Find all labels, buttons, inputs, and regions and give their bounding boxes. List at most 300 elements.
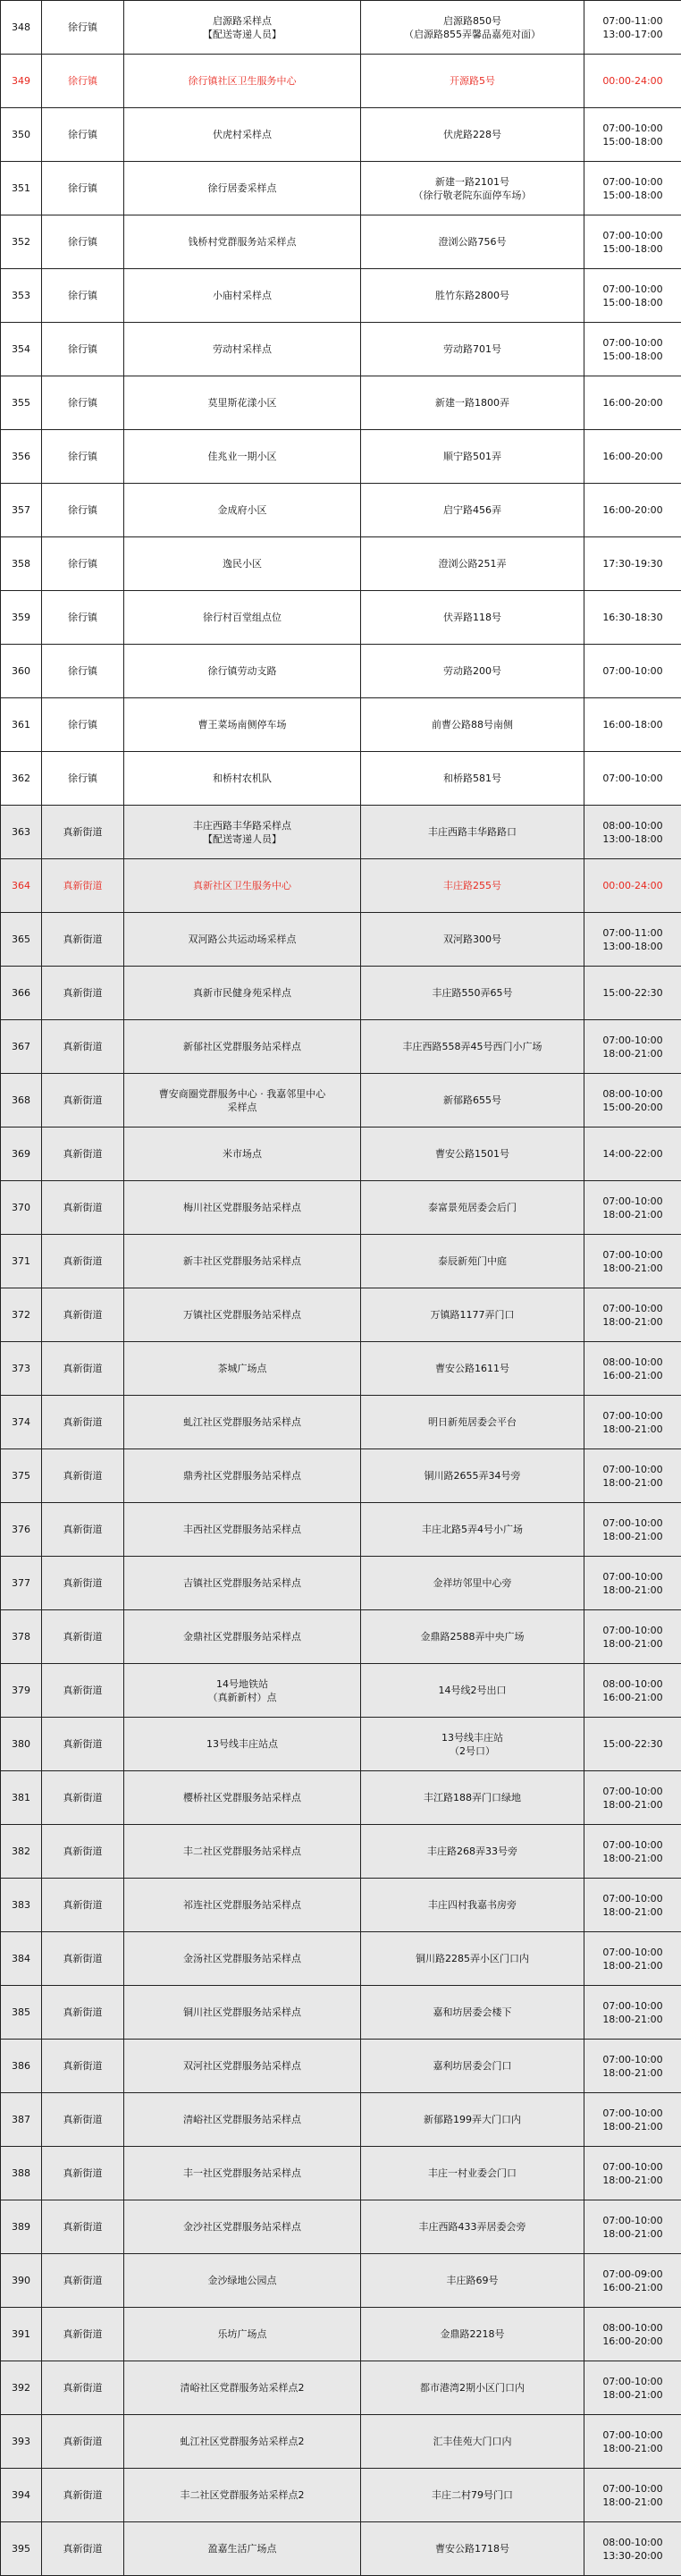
table-row <box>1 1020 681 1074</box>
table-row <box>1 1771 681 1825</box>
no-text: 365 <box>12 933 30 945</box>
hours-cell <box>584 752 681 806</box>
address-text: 泰富景苑居委会后门 <box>428 1202 517 1213</box>
no-text: 383 <box>12 1899 30 1911</box>
table-row <box>1 1664 681 1718</box>
district-cell <box>42 1664 124 1718</box>
site-name-cell <box>124 162 361 215</box>
address-text: 新建一路2101号 （徐行敬老院东面停车场） <box>413 175 532 201</box>
no-text: 370 <box>12 1202 30 1213</box>
hours-cell <box>584 2200 681 2254</box>
district-text: 真新街道 <box>63 933 103 945</box>
no-text: 377 <box>12 1577 30 1589</box>
site-name-cell <box>124 1235 361 1288</box>
district-text: 徐行镇 <box>68 719 97 731</box>
site-name-cell <box>124 108 361 162</box>
district-text: 真新街道 <box>63 1416 103 1428</box>
hours-text: 07:00-09:00 16:00-21:00 <box>602 2268 663 2293</box>
no-text: 393 <box>12 2436 30 2447</box>
hours-text: 08:00-10:00 13:30-20:00 <box>602 2536 663 2562</box>
table-row <box>1 2308 681 2361</box>
hours-cell <box>584 2415 681 2469</box>
address-text: 启宁路456弄 <box>443 504 501 516</box>
district-text: 真新街道 <box>63 2006 103 2018</box>
address-text: 13号线丰庄站 （2号口） <box>441 1731 503 1757</box>
site-text: 和桥村农机队 <box>213 773 272 784</box>
site-name-cell <box>124 269 361 323</box>
row-number-cell <box>1 55 42 108</box>
address-cell <box>361 2093 584 2147</box>
district-text: 真新街道 <box>63 1094 103 1106</box>
hours-cell <box>584 806 681 859</box>
row-number-cell <box>1 1 42 55</box>
row-number-cell <box>1 1879 42 1932</box>
site-name-cell <box>124 2200 361 2254</box>
row-number-cell <box>1 430 42 484</box>
address-text: 澄浏公路251弄 <box>438 558 507 570</box>
site-text: 丰二社区党群服务站采样点2 <box>180 2489 305 2501</box>
site-name-cell <box>124 806 361 859</box>
hours-text: 15:00-22:30 <box>602 1738 663 1750</box>
hours-text: 16:30-18:30 <box>602 612 663 623</box>
district-cell <box>42 1771 124 1825</box>
address-text: 新郁路655号 <box>443 1094 501 1106</box>
site-text: 启源路采样点 【配送寄递人员】 <box>203 14 282 40</box>
hours-text: 07:00-10:00 18:00-21:00 <box>602 1409 663 1435</box>
site-name-cell <box>124 1557 361 1610</box>
site-text: 丰一社区党群服务站采样点 <box>183 2167 301 2179</box>
no-text: 352 <box>12 236 30 248</box>
site-name-cell <box>124 2522 361 2576</box>
table-row <box>1 1128 681 1181</box>
table-row <box>1 806 681 859</box>
district-cell <box>42 1 124 55</box>
district-cell <box>42 2361 124 2415</box>
address-cell <box>361 55 584 108</box>
no-text: 355 <box>12 397 30 409</box>
address-cell <box>361 913 584 967</box>
address-cell <box>361 1825 584 1879</box>
district-cell <box>42 1825 124 1879</box>
table-row <box>1 2147 681 2200</box>
hours-text: 07:00-10:00 18:00-21:00 <box>602 1785 663 1811</box>
district-text: 徐行镇 <box>68 290 97 301</box>
address-text: 丰庄路550弄65号 <box>432 987 513 999</box>
row-number-cell <box>1 1771 42 1825</box>
hours-text: 07:00-10:00 18:00-21:00 <box>602 1624 663 1650</box>
table-row <box>1 2415 681 2469</box>
site-text: 金汤社区党群服务站采样点 <box>183 1953 301 1964</box>
address-cell <box>361 1664 584 1718</box>
address-cell <box>361 1 584 55</box>
hours-cell <box>584 2308 681 2361</box>
address-cell <box>361 2200 584 2254</box>
site-name-cell <box>124 1181 361 1235</box>
row-number-cell <box>1 2040 42 2093</box>
hours-text: 07:00-10:00 18:00-21:00 <box>602 2160 663 2186</box>
district-text: 真新街道 <box>63 1631 103 1643</box>
no-text: 362 <box>12 773 30 784</box>
no-text: 350 <box>12 129 30 140</box>
table-row <box>1 1181 681 1235</box>
address-cell <box>361 376 584 430</box>
hours-text: 07:00-10:00 18:00-21:00 <box>602 1302 663 1328</box>
site-name-cell <box>124 2308 361 2361</box>
address-cell <box>361 2361 584 2415</box>
hours-cell <box>584 2254 681 2308</box>
site-name-cell <box>124 1879 361 1932</box>
hours-cell <box>584 55 681 108</box>
table-row <box>1 913 681 967</box>
site-text: 徐行村百堂组点位 <box>203 612 282 623</box>
site-name-cell <box>124 484 361 537</box>
no-text: 368 <box>12 1094 30 1106</box>
row-number-cell <box>1 1986 42 2040</box>
site-name-cell <box>124 376 361 430</box>
district-cell <box>42 1986 124 2040</box>
district-text: 真新街道 <box>63 880 103 891</box>
district-text: 真新街道 <box>63 1845 103 1857</box>
district-cell <box>42 1128 124 1181</box>
district-cell <box>42 162 124 215</box>
hours-text: 07:00-10:00 18:00-21:00 <box>602 2214 663 2240</box>
address-text: 劳动路701号 <box>443 343 501 355</box>
address-text: 丰庄路255号 <box>443 880 501 891</box>
district-cell <box>42 537 124 591</box>
address-cell <box>361 1449 584 1503</box>
table-row <box>1 2522 681 2576</box>
address-text: 伏弄路118号 <box>443 612 501 623</box>
no-text: 366 <box>12 987 30 999</box>
district-cell <box>42 2415 124 2469</box>
no-text: 376 <box>12 1524 30 1535</box>
address-cell <box>361 484 584 537</box>
site-text: 真新市民健身苑采样点 <box>193 987 291 999</box>
hours-cell <box>584 484 681 537</box>
hours-cell <box>584 2469 681 2522</box>
row-number-cell <box>1 1396 42 1449</box>
district-cell <box>42 269 124 323</box>
address-cell <box>361 2415 584 2469</box>
district-text: 徐行镇 <box>68 773 97 784</box>
district-cell <box>42 484 124 537</box>
district-text: 徐行镇 <box>68 504 97 516</box>
table-row <box>1 1342 681 1396</box>
no-text: 356 <box>12 451 30 462</box>
site-text: 徐行镇劳动支路 <box>207 665 277 677</box>
no-text: 367 <box>12 1041 30 1052</box>
site-name-cell <box>124 2040 361 2093</box>
district-text: 真新街道 <box>63 1309 103 1321</box>
site-name-cell <box>124 1610 361 1664</box>
district-text: 徐行镇 <box>68 236 97 248</box>
hours-cell <box>584 1879 681 1932</box>
no-text: 371 <box>12 1255 30 1267</box>
site-text: 樱桥社区党群服务站采样点 <box>183 1792 301 1803</box>
district-cell <box>42 1879 124 1932</box>
site-name-cell <box>124 1020 361 1074</box>
hours-text: 00:00-24:00 <box>602 880 663 891</box>
address-cell <box>361 2147 584 2200</box>
district-cell <box>42 591 124 645</box>
no-text: 387 <box>12 2114 30 2125</box>
row-number-cell <box>1 1664 42 1718</box>
address-cell <box>361 645 584 698</box>
table-row <box>1 2040 681 2093</box>
address-cell <box>361 1288 584 1342</box>
district-text: 真新街道 <box>63 2543 103 2555</box>
site-name-cell <box>124 591 361 645</box>
district-cell <box>42 913 124 967</box>
district-cell <box>42 698 124 752</box>
no-text: 395 <box>12 2543 30 2555</box>
district-text: 真新街道 <box>63 2382 103 2394</box>
district-cell <box>42 2200 124 2254</box>
table-row <box>1 1557 681 1610</box>
site-name-cell <box>124 1503 361 1557</box>
address-text: 铜川路2655弄34号旁 <box>424 1470 521 1482</box>
hours-cell <box>584 1771 681 1825</box>
hours-cell <box>584 269 681 323</box>
address-cell <box>361 1020 584 1074</box>
hours-cell <box>584 859 681 913</box>
no-text: 374 <box>12 1416 30 1428</box>
district-text: 徐行镇 <box>68 612 97 623</box>
hours-text: 08:00-10:00 16:00-21:00 <box>602 1356 663 1381</box>
no-text: 359 <box>12 612 30 623</box>
site-name-cell <box>124 2093 361 2147</box>
hours-text: 08:00-10:00 16:00-21:00 <box>602 1677 663 1703</box>
row-number-cell <box>1 2361 42 2415</box>
address-text: 汇丰佳苑大门口内 <box>433 2436 512 2447</box>
table-row <box>1 1288 681 1342</box>
row-number-cell <box>1 323 42 376</box>
row-number-cell <box>1 537 42 591</box>
district-text: 真新街道 <box>63 826 103 838</box>
district-cell <box>42 2040 124 2093</box>
district-cell <box>42 2469 124 2522</box>
no-text: 354 <box>12 343 30 355</box>
row-number-cell <box>1 2200 42 2254</box>
hours-cell <box>584 2147 681 2200</box>
hours-cell <box>584 215 681 269</box>
no-text: 349 <box>12 75 30 87</box>
district-cell <box>42 376 124 430</box>
district-text: 徐行镇 <box>68 75 97 87</box>
district-cell <box>42 1235 124 1288</box>
site-text: 徐行镇社区卫生服务中心 <box>188 75 297 87</box>
table-row <box>1 1 681 55</box>
district-cell <box>42 1610 124 1664</box>
row-number-cell <box>1 269 42 323</box>
site-name-cell <box>124 323 361 376</box>
address-cell <box>361 537 584 591</box>
hours-cell <box>584 1396 681 1449</box>
hours-text: 17:30-19:30 <box>602 558 663 570</box>
no-text: 348 <box>12 21 30 33</box>
hours-text: 16:00-20:00 <box>602 451 663 462</box>
hours-cell <box>584 1288 681 1342</box>
address-text: 开源路5号 <box>450 75 495 87</box>
site-name-cell <box>124 55 361 108</box>
hours-cell <box>584 1235 681 1288</box>
site-text: 铜川社区党群服务站采样点 <box>183 2006 301 2018</box>
address-text: 14号线2号出口 <box>438 1685 507 1696</box>
hours-cell <box>584 1664 681 1718</box>
site-name-cell <box>124 1664 361 1718</box>
hours-text: 07:00-10:00 18:00-21:00 <box>602 1946 663 1972</box>
hours-cell <box>584 2040 681 2093</box>
table-row <box>1 698 681 752</box>
table-row <box>1 859 681 913</box>
hours-text: 16:00-18:00 <box>602 719 663 731</box>
district-text: 真新街道 <box>63 1899 103 1911</box>
district-text: 真新街道 <box>63 1524 103 1535</box>
address-text: 明日新苑居委会平台 <box>428 1416 517 1428</box>
site-text: 金鼎社区党群服务站采样点 <box>183 1631 301 1643</box>
address-text: 泰辰新苑门中庭 <box>438 1255 507 1267</box>
hours-cell <box>584 537 681 591</box>
site-name-cell <box>124 645 361 698</box>
address-cell <box>361 1235 584 1288</box>
district-cell <box>42 1449 124 1503</box>
site-text: 祁连社区党群服务站采样点 <box>183 1899 301 1911</box>
address-cell <box>361 591 584 645</box>
row-number-cell <box>1 162 42 215</box>
table-row <box>1 2200 681 2254</box>
address-cell <box>361 2308 584 2361</box>
address-cell <box>361 323 584 376</box>
no-text: 358 <box>12 558 30 570</box>
table-row <box>1 1932 681 1986</box>
site-text: 14号地铁站 （真新新村）点 <box>207 1677 277 1703</box>
district-cell <box>42 55 124 108</box>
row-number-cell <box>1 859 42 913</box>
site-name-cell <box>124 1396 361 1449</box>
table-row <box>1 215 681 269</box>
address-text: 丰庄四村我嘉书房旁 <box>428 1899 517 1911</box>
row-number-cell <box>1 1020 42 1074</box>
site-name-cell <box>124 1825 361 1879</box>
address-text: 顺宁路501弄 <box>443 451 501 462</box>
site-text: 梅川社区党群服务站采样点 <box>183 1202 301 1213</box>
row-number-cell <box>1 1181 42 1235</box>
district-text: 徐行镇 <box>68 397 97 409</box>
district-cell <box>42 108 124 162</box>
row-number-cell <box>1 1235 42 1288</box>
hours-text: 07:00-11:00 13:00-17:00 <box>602 14 663 40</box>
no-text: 373 <box>12 1363 30 1374</box>
table-row <box>1 752 681 806</box>
address-cell <box>361 859 584 913</box>
table-row <box>1 55 681 108</box>
district-text: 真新街道 <box>63 2489 103 2501</box>
hours-text: 07:00-10:00 18:00-21:00 <box>602 1838 663 1864</box>
district-text: 真新街道 <box>63 2221 103 2233</box>
hours-cell <box>584 591 681 645</box>
row-number-cell <box>1 2522 42 2576</box>
district-text: 真新街道 <box>63 1041 103 1052</box>
district-text: 徐行镇 <box>68 343 97 355</box>
row-number-cell <box>1 2254 42 2308</box>
row-number-cell <box>1 967 42 1020</box>
address-cell <box>361 1771 584 1825</box>
address-text: 劳动路200号 <box>443 665 501 677</box>
site-name-cell <box>124 967 361 1020</box>
no-text: 391 <box>12 2328 30 2340</box>
address-cell <box>361 108 584 162</box>
site-text: 13号线丰庄站点 <box>206 1738 278 1750</box>
hours-cell <box>584 1986 681 2040</box>
site-name-cell <box>124 1449 361 1503</box>
address-text: 丰庄西路丰华路路口 <box>428 826 517 838</box>
hours-text: 07:00-10:00 <box>602 665 663 677</box>
hours-text: 07:00-10:00 <box>602 773 663 784</box>
site-name-cell <box>124 698 361 752</box>
address-text: 丰江路188弄门口绿地 <box>424 1792 521 1803</box>
table-row <box>1 1503 681 1557</box>
table-row <box>1 376 681 430</box>
hours-cell <box>584 2093 681 2147</box>
row-number-cell <box>1 1342 42 1396</box>
row-number-cell <box>1 1128 42 1181</box>
address-text: 丰庄路268弄33号旁 <box>427 1845 517 1857</box>
row-number-cell <box>1 1503 42 1557</box>
hours-cell <box>584 1 681 55</box>
no-text: 389 <box>12 2221 30 2233</box>
hours-text: 07:00-10:00 18:00-21:00 <box>602 1195 663 1220</box>
site-name-cell <box>124 1 361 55</box>
row-number-cell <box>1 1718 42 1771</box>
hours-text: 15:00-22:30 <box>602 987 663 999</box>
hours-text: 07:00-10:00 15:00-18:00 <box>602 122 663 148</box>
district-text: 真新街道 <box>63 1363 103 1374</box>
address-text: 启源路850号 （启源路855弄馨品嘉苑对面） <box>404 14 541 40</box>
address-text: 澄浏公路756号 <box>438 236 507 248</box>
site-text: 钱桥村党群服务站采样点 <box>188 236 297 248</box>
address-cell <box>361 2469 584 2522</box>
address-cell <box>361 1986 584 2040</box>
address-text: 曹安公路1501号 <box>435 1148 509 1160</box>
hours-text: 07:00-10:00 18:00-21:00 <box>602 2107 663 2133</box>
district-cell <box>42 859 124 913</box>
district-text: 徐行镇 <box>68 665 97 677</box>
address-text: 新郁路199弄大门口内 <box>424 2114 521 2125</box>
hours-cell <box>584 1342 681 1396</box>
hours-cell <box>584 1503 681 1557</box>
site-text: 丰二社区党群服务站采样点 <box>183 1845 301 1857</box>
site-name-cell <box>124 1288 361 1342</box>
address-text: 曹安公路1611号 <box>435 1363 509 1374</box>
site-text: 新丰社区党群服务站采样点 <box>183 1255 301 1267</box>
table-row <box>1 1074 681 1128</box>
no-text: 394 <box>12 2489 30 2501</box>
table-row <box>1 1718 681 1771</box>
site-text: 金成府小区 <box>217 504 267 516</box>
site-text: 徐行居委采样点 <box>207 182 277 194</box>
hours-text: 07:00-10:00 18:00-21:00 <box>602 2428 663 2454</box>
row-number-cell <box>1 215 42 269</box>
hours-text: 07:00-10:00 18:00-21:00 <box>602 2375 663 2401</box>
address-cell <box>361 1718 584 1771</box>
district-text: 徐行镇 <box>68 182 97 194</box>
table-row <box>1 537 681 591</box>
site-name-cell <box>124 1986 361 2040</box>
no-text: 381 <box>12 1792 30 1803</box>
district-cell <box>42 967 124 1020</box>
site-text: 曹安商圈党群服务中心 · 我嘉邻里中心 采样点 <box>158 1087 326 1113</box>
site-text: 真新社区卫生服务中心 <box>193 880 291 891</box>
